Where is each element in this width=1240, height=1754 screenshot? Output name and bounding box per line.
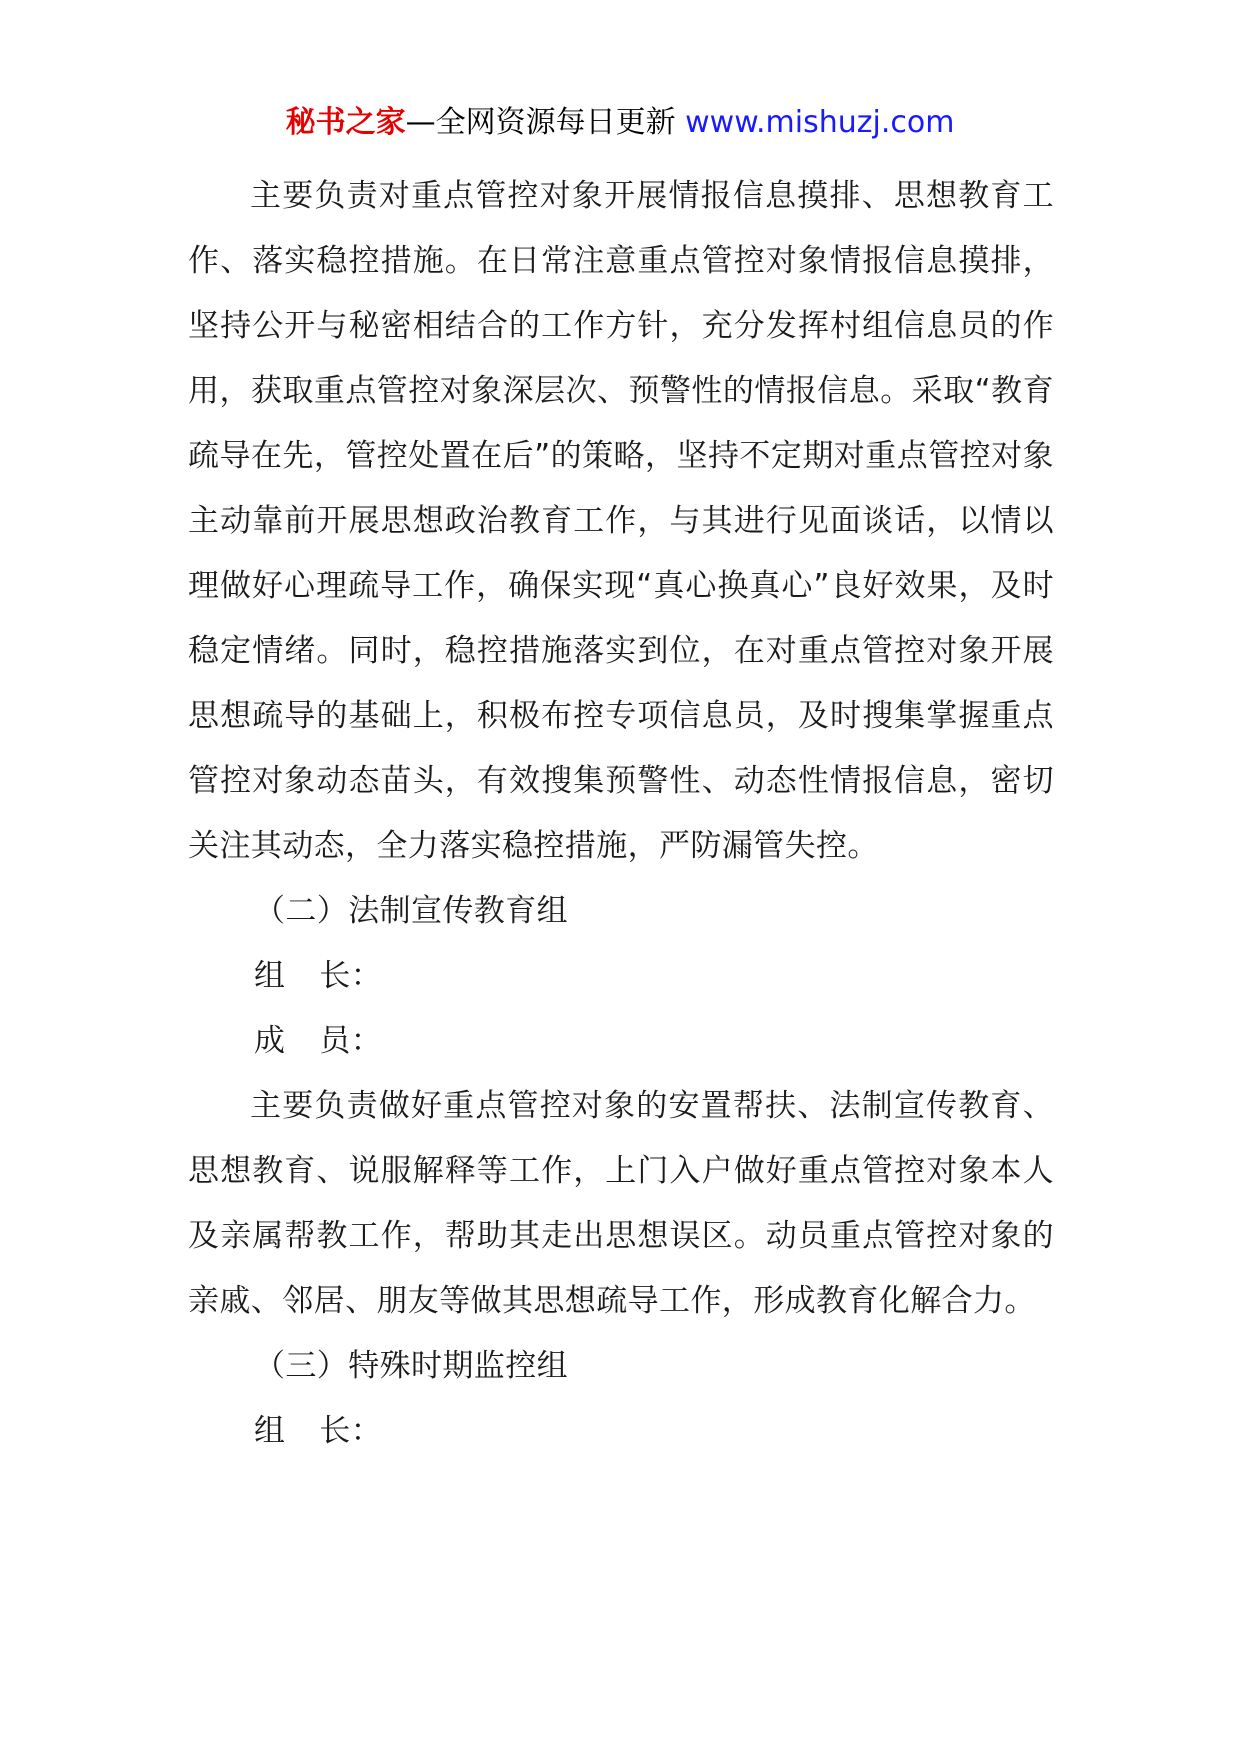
- leader-label-char1: 组: [254, 958, 286, 994]
- header-tagline: —全网资源每日更新: [405, 105, 676, 140]
- paragraph-legal-group-duties: 主要负责做好重点管控对象的安置帮扶、法制宣传教育、思想教育、说服解释等工作，上门入户做好重点管控对象本人及亲属帮教工作，帮助其走出思想误区。动员重点管控对象的亲戚、邻居、朋友等做其思想疏导工作，形成教育化解合力。: [188, 1088, 1054, 1319]
- member-field: [188, 1009, 1054, 1074]
- leader2-label-char2: 长：: [319, 1413, 383, 1449]
- member-label-char1: 成: [254, 1023, 286, 1059]
- document-body: [188, 164, 1054, 1464]
- site-url-link[interactable]: www.mishuzj.com: [685, 105, 955, 140]
- section-heading-legal-education: （二）法制宣传教育组: [254, 893, 568, 929]
- leader-label-char2: 长：: [319, 958, 383, 994]
- member-label-char2: 员：: [319, 1023, 383, 1059]
- leader-field: [188, 944, 1054, 1009]
- leader2-label-char1: 组: [254, 1413, 286, 1449]
- brand-name: 秘书之家: [285, 105, 406, 140]
- paragraph-intel-group-duties: 主要负责对重点管控对象开展情报信息摸排、思想教育工作、落实稳控措施。在日常注意重点管控对象情报信息摸排，坚持公开与秘密相结合的工作方针，充分发挥村组信息员的作用，获取重点管控对象深层次、预警性的情报信息。采取“教育疏导在先，管控处置在后”的策略，坚持不定期对重点管控对象主动靠前开展思想政治教育工作，与其进行见面谈话，以情以理做好心理疏导工作，确保实现“真心换真心”良好效果，及时稳定情绪。同时，稳控措施落实到位，在对重点管控对象开展思想疏导的基础上，积极布控专项信息员，及时搜集掌握重点管控对象动态苗头，有效搜集预警性、动态性情报信息，密切关注其动态，全力落实稳控措施，严防漏管失控。: [188, 178, 1054, 864]
- leader-field-2: [188, 1399, 1054, 1464]
- section-heading-special-monitoring: （三）特殊时期监控组: [254, 1348, 568, 1384]
- site-header: [0, 103, 1240, 143]
